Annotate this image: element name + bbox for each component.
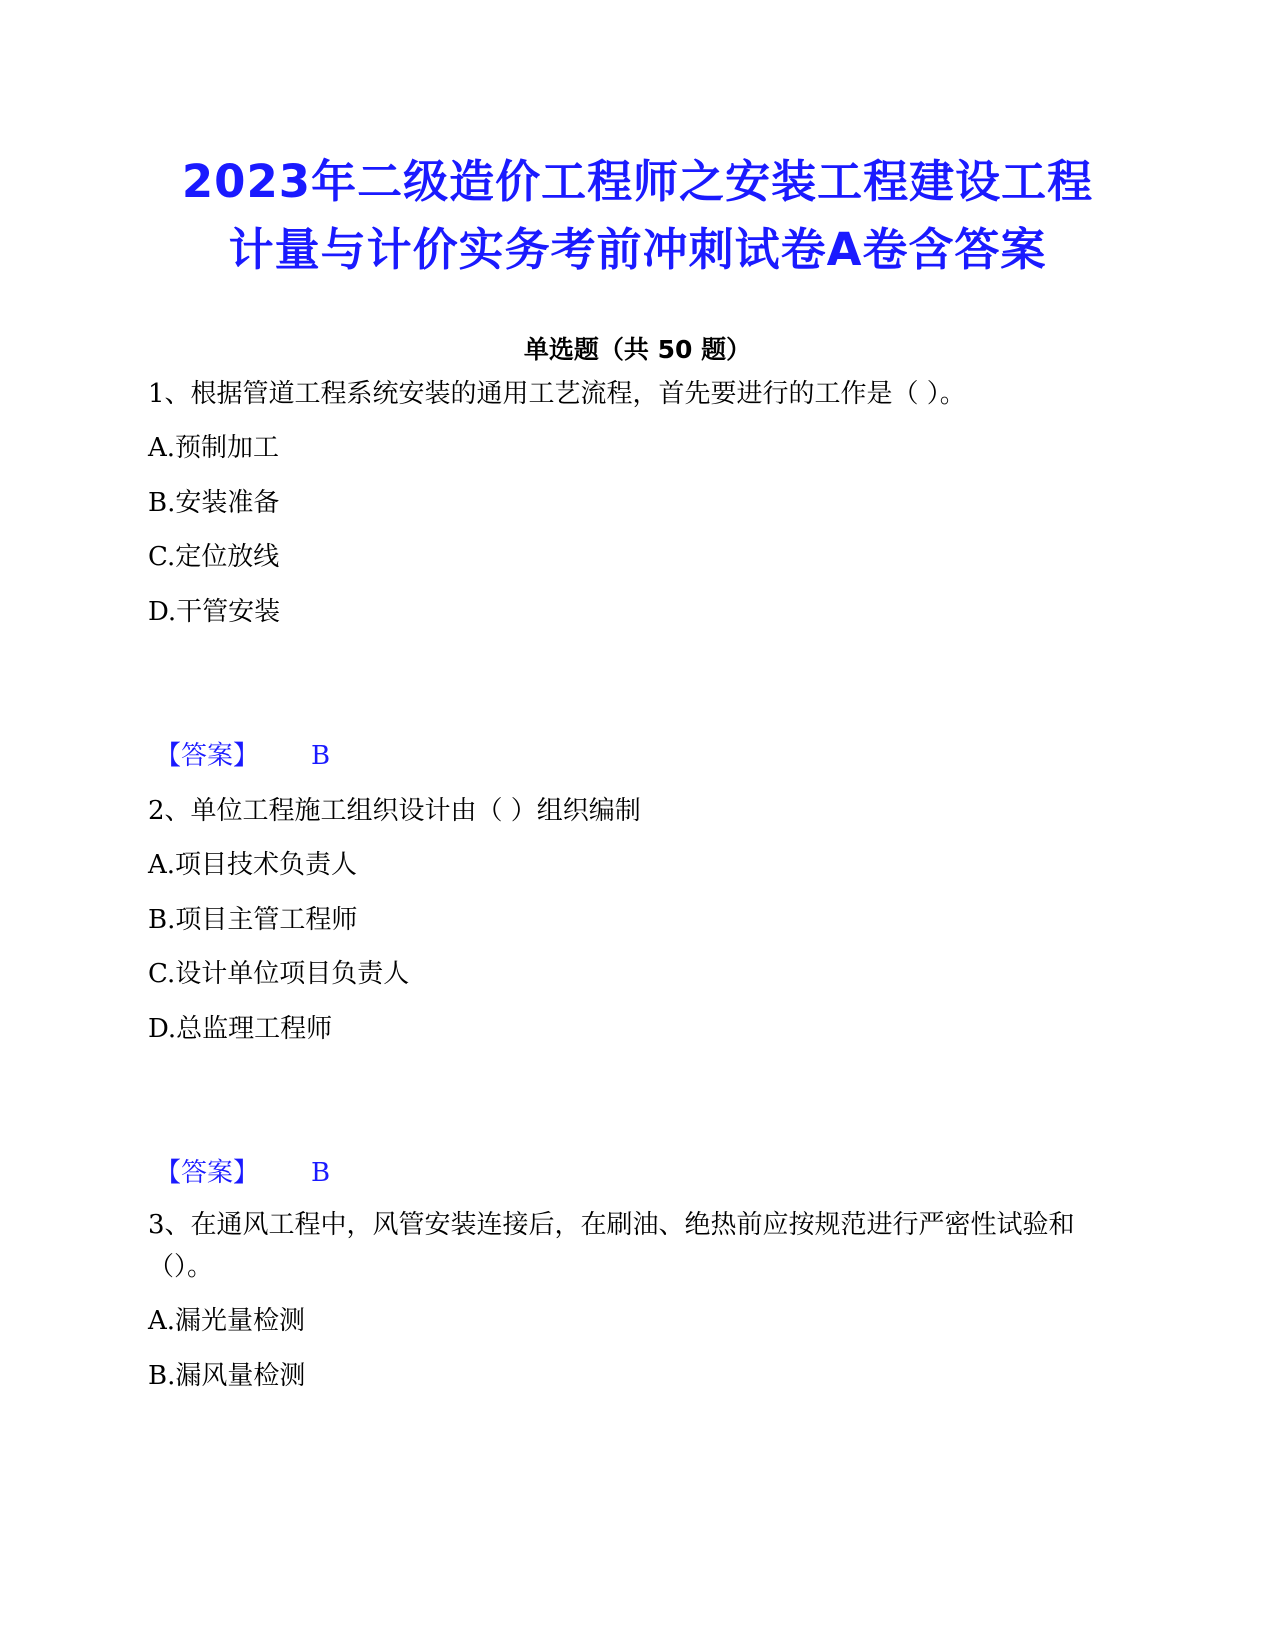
document-title [100,148,1175,284]
question-2-option-d: D.总监理工程师 [148,1014,333,1044]
question-2-option-a: A.项目技术负责人 [148,850,358,880]
answer-label: 【答案】 [155,1158,260,1188]
title-line-1: 2023年二级造价工程师之安装工程建设工程 [181,155,1094,208]
question-1-stem: 1、根据管道工程系统安装的通用工艺流程，首先要进行的工作是（ ）。 [148,379,966,409]
section-heading: 单选题（共 50 题） [523,335,752,364]
question-3-option-b: B.漏风量检测 [148,1361,306,1391]
question-1-option-a: A.预制加工 [148,433,280,463]
question-1-option-b: B.安装准备 [148,488,280,518]
question-3-stem: 3、在通风工程中，风管安装连接后，在刷油、绝热前应按规范进行严密性试验和（）。 [148,1210,1075,1282]
question-2-option-c: C.设计单位项目负责人 [148,959,410,989]
question-2-answer [155,1155,330,1191]
question-2-option-b: B.项目主管工程师 [148,905,358,935]
question-2-stem: 2、单位工程施工组织设计由（ ）组织编制 [148,796,641,826]
question-1-option-d: D.干管安装 [148,597,281,627]
answer-value: B [311,1158,331,1188]
question-1-option-c: C.定位放线 [148,542,280,572]
answer-label: 【答案】 [155,741,260,771]
title-line-2: 计量与计价实务考前冲刺试卷A卷含答案 [228,223,1047,276]
answer-value: B [311,741,331,771]
question-1-answer [155,738,330,774]
question-3-option-a: A.漏光量检测 [148,1306,306,1336]
